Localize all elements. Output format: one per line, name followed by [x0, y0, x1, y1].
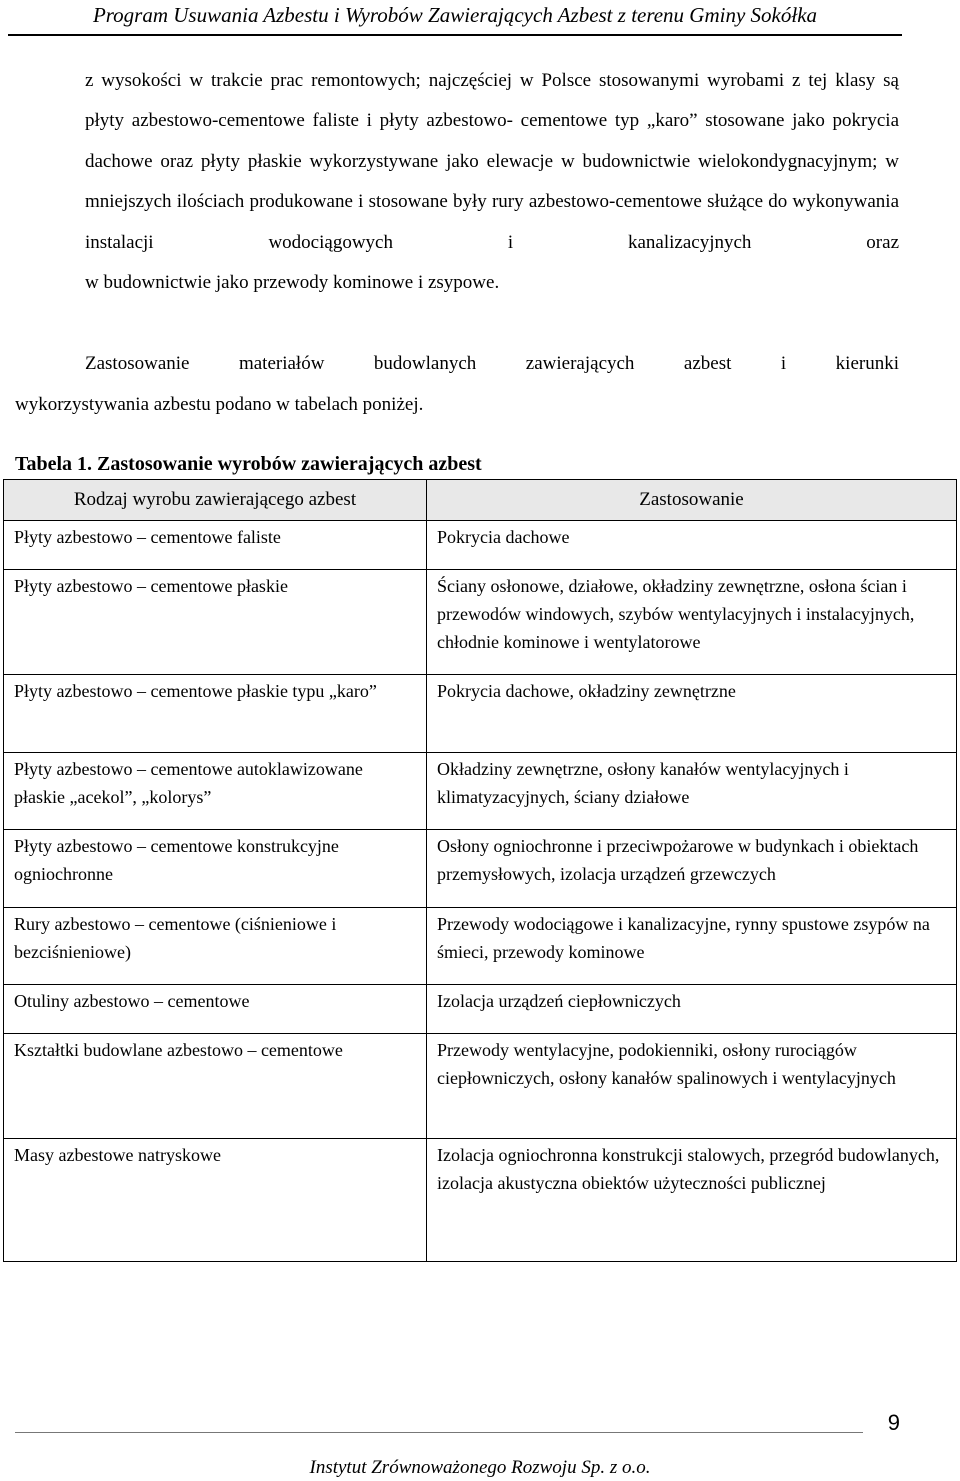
product-cell: Masy azbestowe natryskowe — [4, 1139, 427, 1262]
footer-divider — [15, 1432, 863, 1433]
table-header-row — [4, 480, 957, 521]
usage-cell: Izolacja urządzeń ciepłowniczych — [427, 985, 957, 1034]
table-row — [4, 753, 957, 830]
usage-cell: Przewody wodociągowe i kanalizacyjne, rynny spustowe zsypów na śmieci, przewody kominowe — [427, 908, 957, 985]
product-cell: Otuliny azbestowo – cementowe — [4, 985, 427, 1034]
text-line: wykorzystywane jako elewacje w budownictwie wielokondygnacyjnym; — [309, 150, 878, 172]
table-row — [4, 985, 957, 1034]
product-cell: Płyty azbestowo – cementowe płaskie — [4, 570, 427, 675]
text-line: Zastosowanie materiałów budowlanych zawierających azbest i kierunki — [85, 353, 899, 374]
table-row — [4, 830, 957, 908]
table-row — [4, 570, 957, 675]
table-row — [4, 1034, 957, 1139]
text-line: w budownictwie jako przewody kominowe i zsypowe. — [85, 272, 500, 294]
running-header: Program Usuwania Azbestu i Wyrobów Zawierających Azbest z terenu Gminy Sokółka — [8, 0, 902, 36]
column-header-usage: Zastosowanie — [427, 480, 957, 521]
product-cell: Płyty azbestowo – cementowe konstrukcyjne ogniochronne — [4, 830, 427, 908]
product-cell: Płyty azbestowo – cementowe autoklawizowane płaskie „acekol”, „kolorys” — [4, 753, 427, 830]
text-line: wykorzystywania azbestu podano w tabelach poniżej. — [15, 394, 424, 415]
product-cell: Płyty azbestowo – cementowe płaskie typu „karo” — [4, 675, 427, 753]
text-line: cementowe typ „karo” stosowane jako pokrycia dachowe oraz płyty płaskie — [85, 110, 899, 172]
text-line: w mniejszych ilościach produkowane i stosowane były rury azbestowo-cementowe — [85, 150, 900, 213]
column-header-product: Rodzaj wyrobu zawierającego azbest — [4, 480, 427, 521]
usage-cell: Okładziny zewnętrzne, osłony kanałów wentylacyjnych i klimatyzacyjnych, ściany działowe — [427, 753, 957, 830]
usage-cell: Pokrycia dachowe — [427, 521, 957, 570]
asbestos-usage-table — [3, 479, 957, 1262]
product-cell: Kształtki budowlane azbestowo – cementowe — [4, 1034, 427, 1139]
text-line: służące do wykonywania instalacji wodociągowych i kanalizacyjnych oraz — [85, 191, 900, 253]
page-number: 9 — [887, 1410, 900, 1435]
usage-cell: Pokrycia dachowe, okładziny zewnętrzne — [427, 675, 957, 753]
usage-cell: Izolacja ogniochronna konstrukcji stalowych, przegród budowlanych, izolacja akustyczna obiektów użyteczności publicznej — [427, 1139, 957, 1262]
text-line: wyrobami z tej klasy są płyty azbestowo-cementowe faliste i płyty azbestowo- — [85, 70, 899, 132]
table-row — [4, 521, 957, 570]
usage-cell: Ściany osłonowe, działowe, okładziny zewnętrzne, osłona ścian i przewodów windowych, szybów wentylacyjnych i instalacyjnych, chłodnie kominowe i wentylatorowe — [427, 570, 957, 675]
product-cell: Rury azbestowo – cementowe (ciśnieniowe i bezciśnieniowe) — [4, 908, 427, 985]
table-row — [4, 675, 957, 753]
text-line: z wysokości w trakcie prac remontowych; najczęściej w Polsce stosowanymi — [85, 70, 700, 91]
table-row — [4, 908, 957, 985]
table-row — [4, 1139, 957, 1262]
footer-institute: Instytut Zrównoważonego Rozwoju Sp. z o.o. — [309, 1457, 651, 1478]
product-cell: Płyty azbestowo – cementowe faliste — [4, 521, 427, 570]
paragraph-asbestos-products — [85, 61, 899, 303]
table-title: Tabela 1. Zastosowanie wyrobów zawierających azbest — [15, 453, 482, 475]
usage-cell: Przewody wentylacyjne, podokienniki, osłony rurociągów ciepłowniczych, osłony kanałów spalinowych i wentylacyjnych — [427, 1034, 957, 1139]
paragraph-usage-intro — [15, 343, 899, 425]
usage-cell: Osłony ogniochronne i przeciwpożarowe w budynkach i obiektach przemysłowych, izolacja urządzeń grzewczych — [427, 830, 957, 908]
